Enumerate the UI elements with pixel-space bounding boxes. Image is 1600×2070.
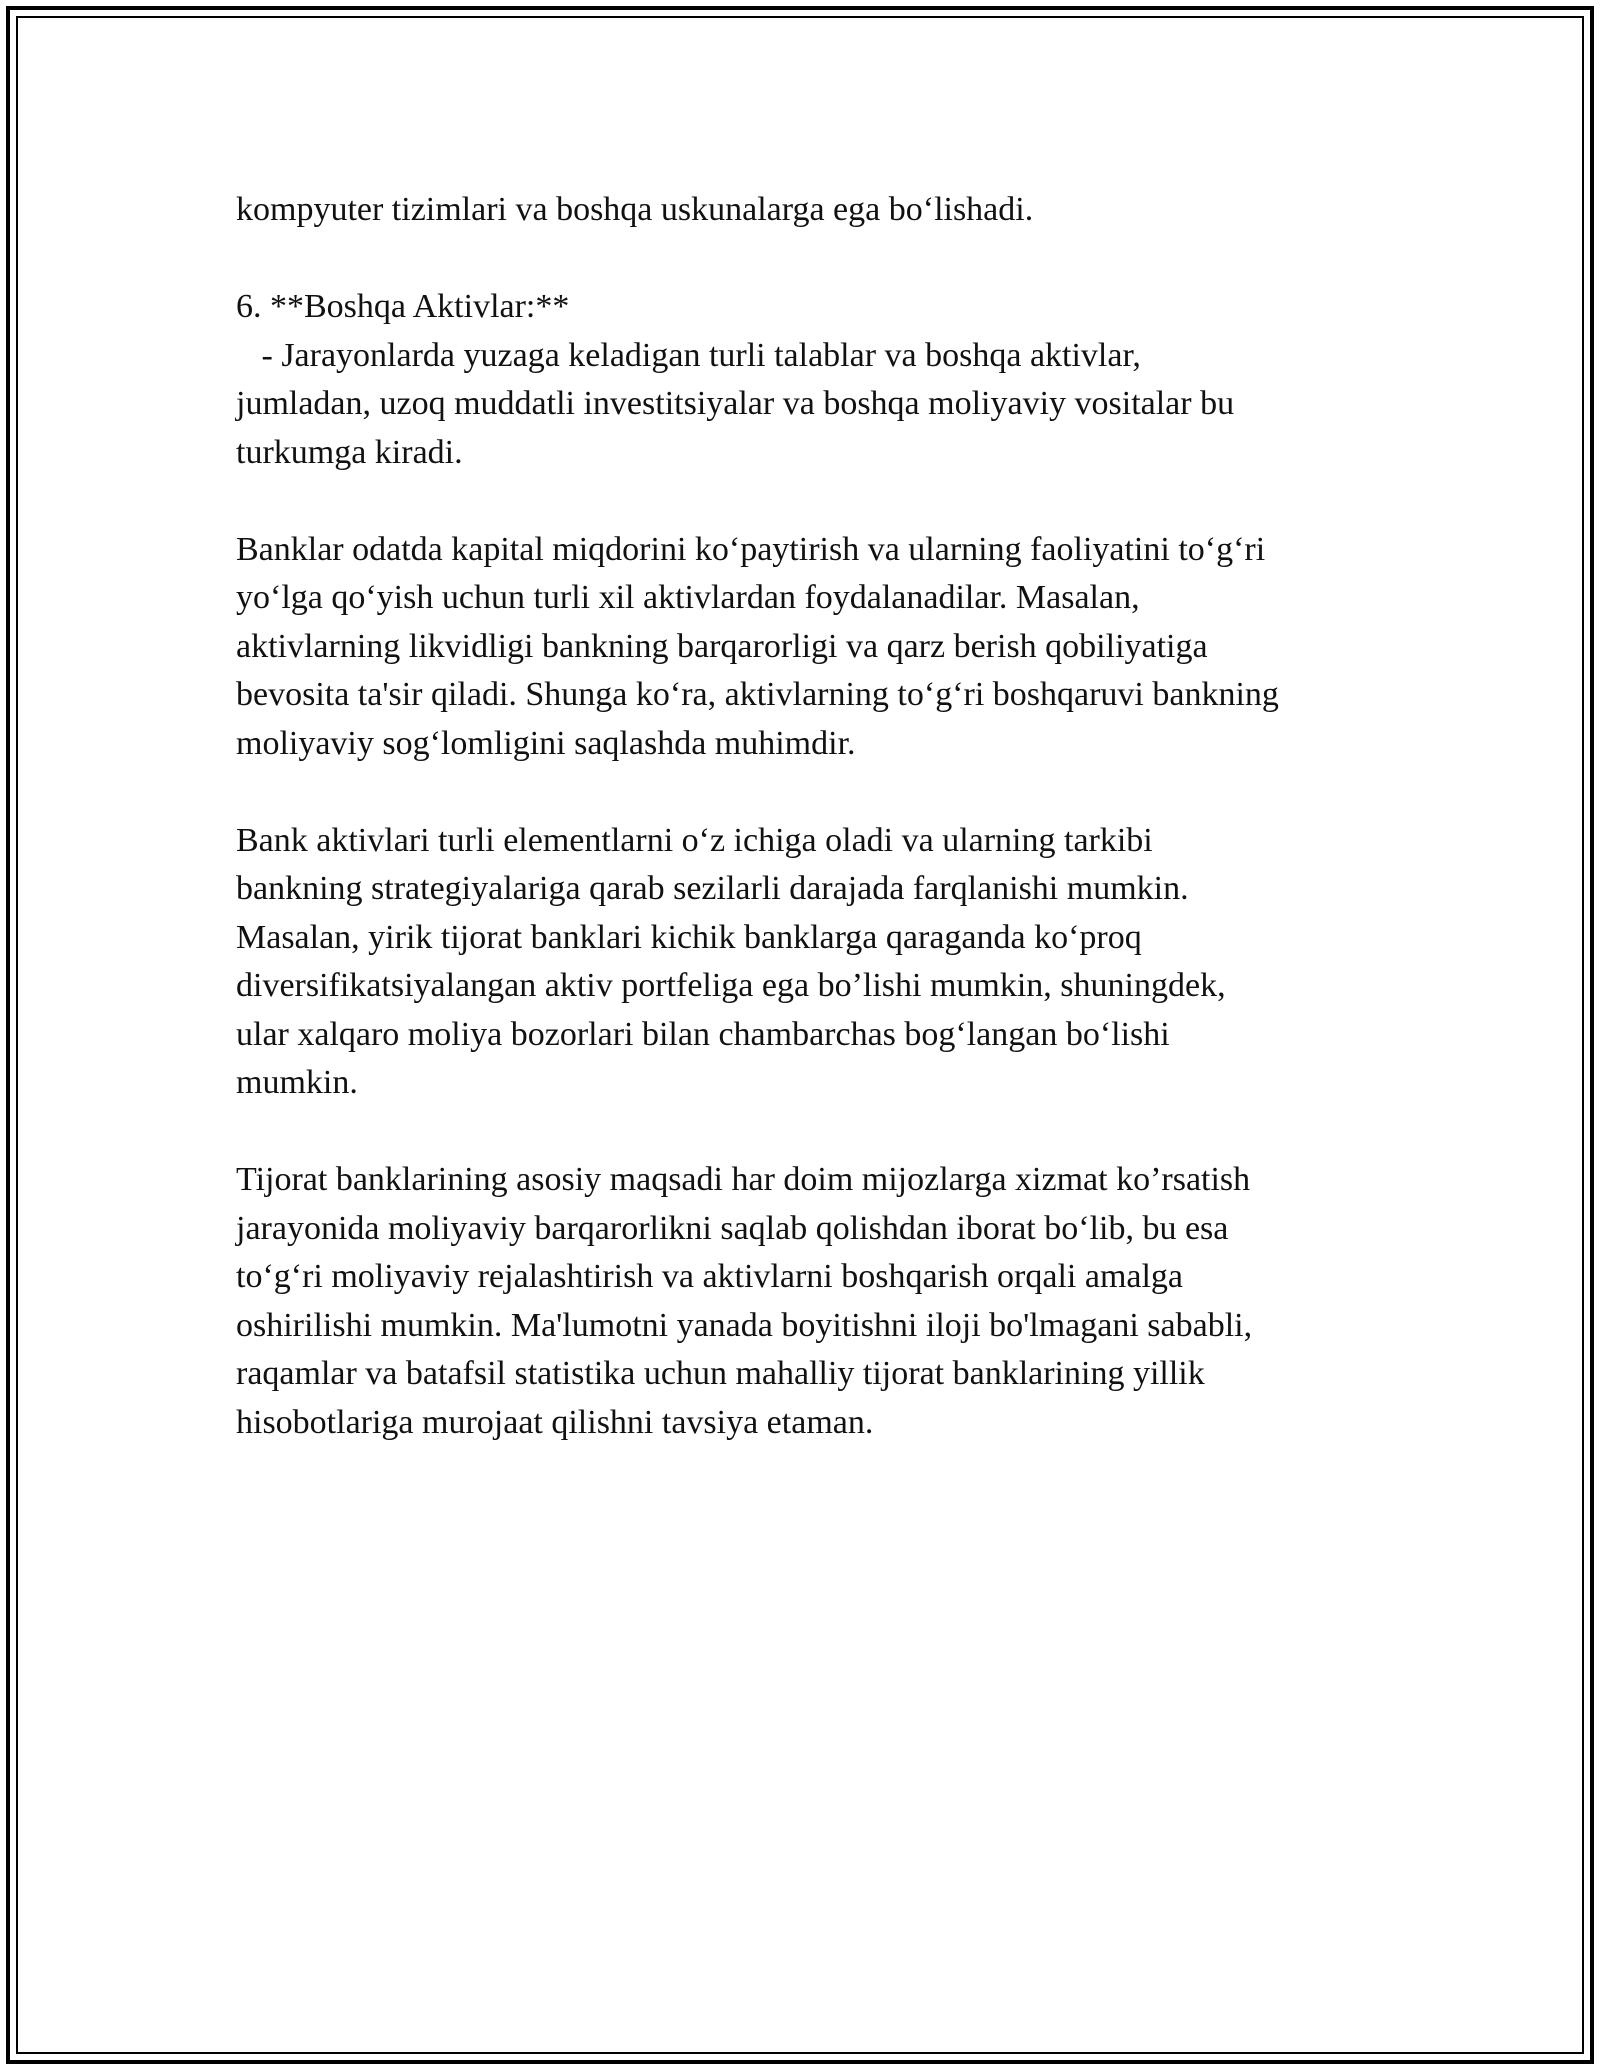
document-body (236, 186, 1376, 1447)
paragraph-gap (236, 1108, 1376, 1157)
text-line: Tijorat banklarining asosiy maqsadi har doim mijozlarga xizmat ko’rsatish (236, 1161, 1251, 1198)
text-line: raqamlar va batafsil statistika uchun mahalliy tijorat banklarining yillik (236, 1355, 1205, 1392)
text-line: diversifikatsiyalangan aktiv portfeliga ega bo’lishi mumkin, shuningdek, (236, 967, 1226, 1004)
paragraph-gap (236, 235, 1376, 284)
text-line: Banklar odatda kapital miqdorini ko‘paytirish va ularning faoliyatini to‘g‘ri (236, 530, 1266, 568)
text-line: turkumga kiradi. (236, 433, 463, 471)
text-line: jarayonida moliyaviy barqarorlikni saqlab qolishdan iborat bo‘lib, bu esa (236, 1209, 1229, 1247)
text-line: Masalan, yirik tijorat banklari kichik banklarga qaraganda ko‘proq (236, 918, 1142, 956)
text-line: aktivlarning likvidligi bankning barqarorligi va qarz berish qobiliyatiga (236, 627, 1208, 665)
text-line: to‘g‘ri moliyaviy rejalashtirish va aktivlarni boshqarish orqali amalga (236, 1258, 1184, 1295)
text-line: oshirilishi mumkin. Ma'lumotni yanada boyitishni iloji bo'lmagani sababli, (236, 1306, 1253, 1344)
text-line: bankning strategiyalariga qarab sezilarli darajada farqlanishi mumkin. (236, 870, 1189, 907)
text-line: jumladan, uzoq muddatli investitsiyalar va boshqa moliyaviy vositalar bu (236, 385, 1235, 422)
text-line: hisobotlariga murojaat qilishni tavsiya etaman. (236, 1403, 874, 1441)
text-line: kompyuter tizimlari va boshqa uskunalarga ega bo‘lishadi. (236, 191, 1034, 228)
paragraph-gap (236, 477, 1376, 526)
text-line: ular xalqaro moliya bozorlari bilan chambarchas bog‘langan bo‘lishi (236, 1015, 1170, 1053)
text-line: bevosita ta'sir qiladi. Shunga ko‘ra, aktivlarning to‘g‘ri boshqaruvi bankning (236, 676, 1279, 713)
text-line: yo‘lga qo‘yish uchun turli xil aktivlardan foydalanadilar. Masalan, (236, 579, 1140, 616)
list-heading-other-assets: 6. **Boshqa Aktivlar:** (236, 288, 570, 325)
paragraph-gap (236, 768, 1376, 817)
text-line: moliyaviy sog‘lomligini saqlashda muhimdir. (236, 724, 856, 762)
text-line: mumkin. (236, 1064, 358, 1101)
text-line: - Jarayonlarda yuzaga keladigan turli talablar va boshqa aktivlar, (236, 336, 1141, 374)
text-line: Bank aktivlari turli elementlarni o‘z ichiga oladi va ularning tarkibi (236, 821, 1153, 859)
